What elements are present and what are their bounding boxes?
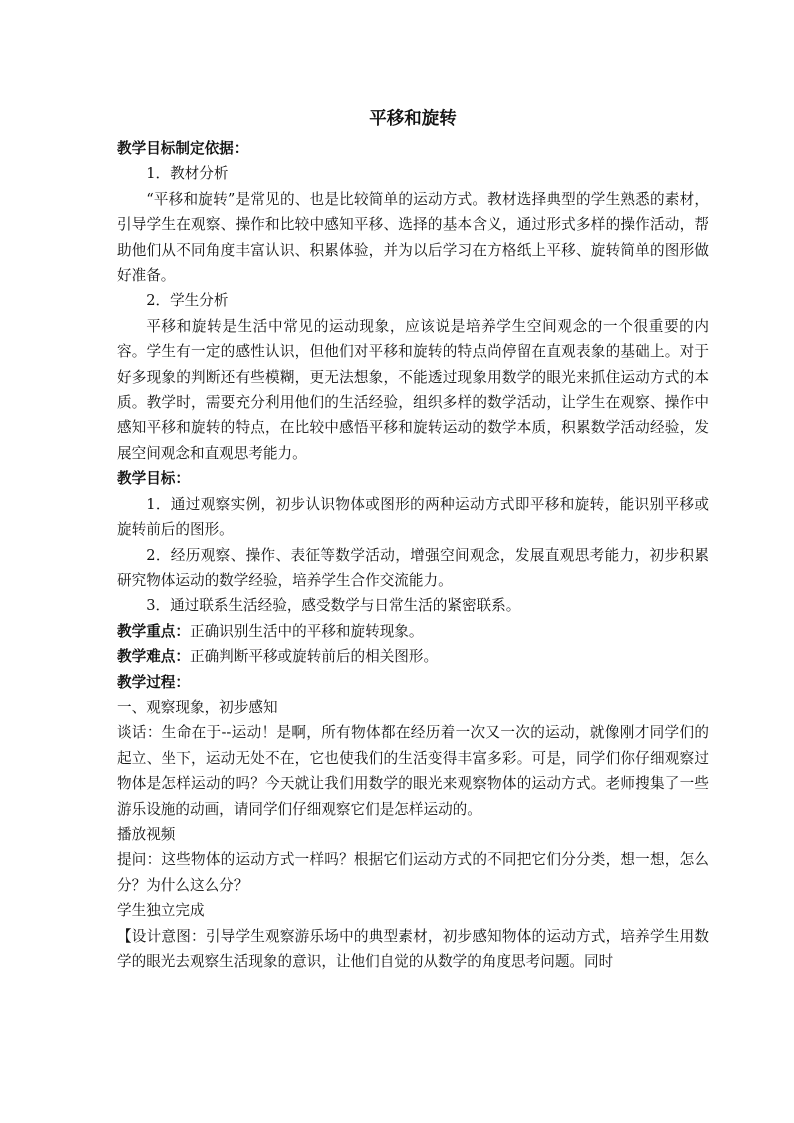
process-talk: 谈话：生命在于--运动！是啊，所有物体都在经历着一次又一次的运动，就像刚才同学们的起立、坐下，运动无处不在，它也使我们的生活变得丰富多彩。可是，同学们你仔细观察过物体是怎样运动的吗？今天就让我们用数学的眼光来观察物体的运动方式。老师搜集了一些游乐设施的动画，请同学们仔细观察它们是怎样运动的。 <box>117 724 709 818</box>
difficulty-label: 教学难点： <box>117 648 190 666</box>
difficulty <box>117 644 709 669</box>
objective-item-3: 3．通过联系生活经验，感受数学与日常生活的紧密联系。 <box>146 597 521 615</box>
student-analysis-body: 平移和旋转是生活中常见的运动现象，应该说是培养学生空间观念的一个很重要的内容。学生有一定的感性认识，但他们对平移和旋转的特点尚停留在直观表象的基础上。对于好多现象的判断还有些模糊，更无法想象，不能透过现象用数学的眼光来抓住运动方式的本质。教学时，需要充分利用他们的生活经验，组织多样的数学活动，让学生在观察、操作中感知平移和旋转的特点，在比较中感悟平移和旋转运动的数学本质，积累数学活动经验，发展空间观念和直观思考能力。 <box>117 317 709 462</box>
key-point-label: 教学重点： <box>117 622 190 640</box>
process-question: 提问：这些物体的运动方式一样吗？根据它们运动方式的不同把它们分分类，想一想，怎么分？为什么这么分？ <box>117 851 709 894</box>
process-independent: 学生独立完成 <box>117 902 205 920</box>
process-heading: 教学过程： <box>117 673 190 691</box>
difficulty-text: 正确判断平移或旋转前后的相关图形。 <box>189 648 439 666</box>
document-page <box>117 104 709 974</box>
process-design-intent: 【设计意图：引导学生观察游乐场中的典型素材，初步感知物体的运动方式，培养学生用数学的眼光去观察生活现象的意识，让他们自觉的从数学的角度思考问题。同时 <box>117 927 709 970</box>
basis-heading: 教学目标制定依据： <box>117 140 249 157</box>
objective-item-1: 1．通过观察实例，初步认识物体或图形的两种运动方式即平移和旋转，能识别平移或旋转前后的图形。 <box>117 495 709 539</box>
key-point <box>117 619 709 644</box>
textbook-analysis-heading: 1．教材分析 <box>146 165 229 183</box>
objective-item-2: 2．经历观察、操作、表征等数学活动，增强空间观念，发展直观思考能力，初步积累研究物体运动的数学经验，培养学生合作交流能力。 <box>117 546 709 589</box>
student-analysis-heading: 2．学生分析 <box>146 292 229 310</box>
process-section-1: 一、观察现象，初步感知 <box>117 698 278 716</box>
objectives-heading: 教学目标： <box>117 470 190 488</box>
document-title: 平移和旋转 <box>369 109 457 129</box>
process-video: 播放视频 <box>117 825 176 843</box>
key-point-text: 正确识别生活中的平移和旋转现象。 <box>189 622 424 640</box>
textbook-analysis-body: “平移和旋转”是常见的、也是比较简单的运动方式。教材选择典型的学生熟悉的素材，引导学生在观察、操作和比较中感知平移、选择的基本含义，通过形式多样的操作活动，帮助他们从不同角度丰富认识、积累体验，并为以后学习在方格纸上平移、旋转简单的图形做好准备。 <box>117 190 709 285</box>
